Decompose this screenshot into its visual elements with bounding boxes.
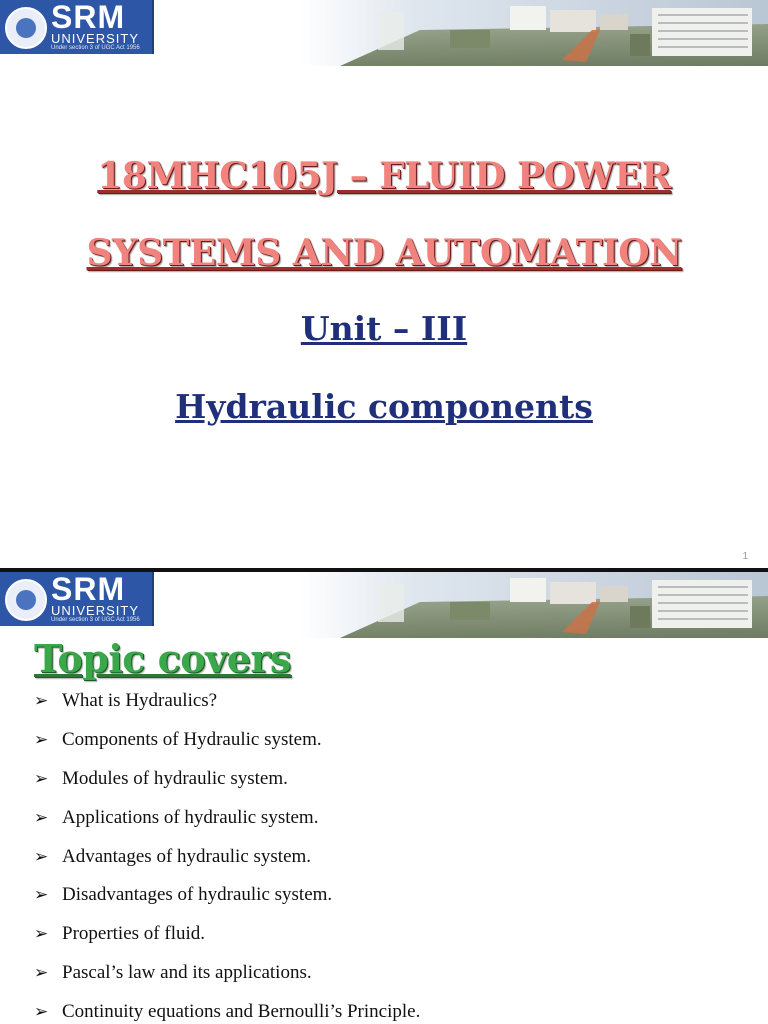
unit-topic: Hydraulic components xyxy=(175,387,593,426)
arrow-bullet-icon: ➢ xyxy=(34,768,49,789)
university-emblem-icon xyxy=(5,7,47,49)
logo-act-text: Under section 3 of UGC Act 1956 xyxy=(51,617,140,623)
list-item xyxy=(34,877,754,916)
arrow-bullet-icon: ➢ xyxy=(34,729,49,750)
arrow-bullet-icon: ➢ xyxy=(34,691,49,711)
header-banner xyxy=(0,572,768,638)
logo-act-text: Under section 3 of UGC Act 1956 xyxy=(51,45,140,51)
topic-list xyxy=(34,683,754,1024)
logo-subtitle: UNIVERSITY xyxy=(51,31,140,46)
list-item xyxy=(34,839,754,878)
list-item xyxy=(34,800,754,839)
srm-university-logo xyxy=(0,0,154,54)
topics-slide xyxy=(0,572,768,1024)
list-item xyxy=(34,722,754,761)
srm-university-logo xyxy=(0,572,154,626)
header-banner xyxy=(0,0,768,66)
arrow-bullet-icon: ➢ xyxy=(34,924,49,945)
list-item-text: Modules of hydraulic system. xyxy=(62,767,288,789)
arrow-bullet-icon: ➢ xyxy=(34,1002,49,1023)
list-item-text: What is Hydraulics? xyxy=(62,690,218,711)
list-item-text: Pascal’s law and its applications. xyxy=(62,962,312,984)
arrow-bullet-icon: ➢ xyxy=(34,807,49,828)
logo-subtitle: UNIVERSITY xyxy=(51,603,140,618)
list-item-text: Applications of hydraulic system. xyxy=(62,806,319,828)
campus-photo xyxy=(300,0,768,66)
course-title-line-2: SYSTEMS AND AUTOMATION xyxy=(86,232,682,274)
arrow-bullet-icon: ➢ xyxy=(34,885,49,906)
slide-number: 1 xyxy=(742,551,748,562)
list-item-text: Components of Hydraulic system. xyxy=(62,728,322,750)
list-item xyxy=(34,955,754,994)
list-item xyxy=(34,994,754,1024)
list-item-text: Properties of fluid. xyxy=(62,923,206,945)
campus-photo xyxy=(300,572,768,638)
arrow-bullet-icon: ➢ xyxy=(34,846,49,867)
list-item-text: Continuity equations and Bernoulli’s Principle. xyxy=(62,1001,421,1023)
topic-covers-heading: Topic covers xyxy=(34,636,291,681)
list-item xyxy=(34,761,754,800)
list-item-text: Advantages of hydraulic system. xyxy=(62,845,312,867)
unit-title: Unit – III xyxy=(300,309,468,348)
university-emblem-icon xyxy=(5,579,47,621)
list-item-text: Disadvantages of hydraulic system. xyxy=(62,884,333,906)
list-item xyxy=(34,683,754,722)
logo-name: SRM xyxy=(51,572,126,607)
course-title-line-1: 18MHC105J – FLUID POWER xyxy=(97,155,671,197)
arrow-bullet-icon: ➢ xyxy=(34,963,49,984)
logo-name: SRM xyxy=(51,0,126,35)
list-item xyxy=(34,916,754,955)
